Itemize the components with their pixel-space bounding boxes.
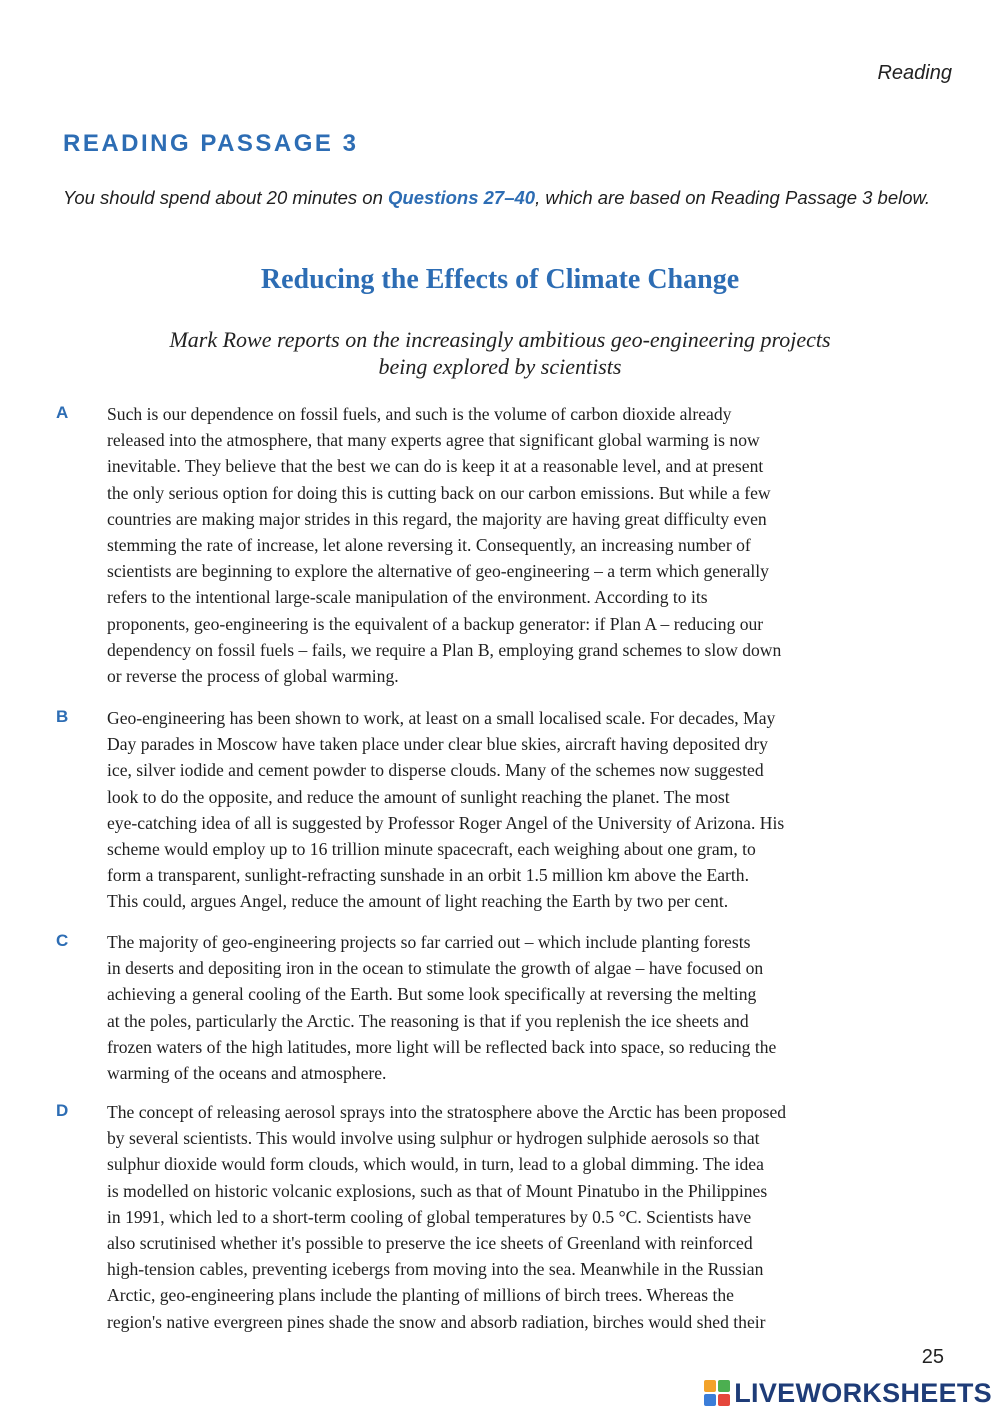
paragraph-line: The concept of releasing aerosol sprays into the stratosphere above the Arctic has been proposed bbox=[107, 1102, 787, 1122]
paragraph-line: or reverse the process of global warming. bbox=[107, 666, 399, 687]
instructions-before: You should spend about 20 minutes on bbox=[63, 187, 389, 208]
paragraph-line: countries are making major strides in this regard, the majority are having great difficulty even bbox=[107, 508, 767, 529]
paragraph-line: dependency on fossil fuels – fails, we require a Plan B, employing grand schemes to slow down bbox=[107, 639, 782, 660]
paragraph-text bbox=[107, 1099, 942, 1335]
subtitle-line: Mark Rowe reports on the increasingly ambitious geo-engineering projects bbox=[169, 327, 831, 352]
liveworksheets-logo-icon bbox=[704, 1380, 730, 1406]
liveworksheets-watermark bbox=[704, 1376, 992, 1410]
paragraph-line: region's native evergreen pines shade the snow and absorb radiation, birches would shed their bbox=[107, 1311, 766, 1332]
paragraph-line: high-tension cables, preventing icebergs from moving into the sea. Meanwhile in the Russian bbox=[107, 1259, 764, 1280]
paragraph-line: in deserts and depositing iron in the ocean to stimulate the growth of algae – have focused on bbox=[107, 958, 764, 979]
instructions-after: , which are based on Reading Passage 3 below. bbox=[535, 187, 931, 208]
paragraph-line: also scrutinised whether it's possible to preserve the ice sheets of Greenland with reinforced bbox=[107, 1233, 753, 1254]
paragraph-line: form a transparent, sunlight-refracting sunshade in an orbit 1.5 million km above the Earth. bbox=[107, 865, 750, 886]
paragraph-line: by several scientists. This would involve using sulphur or hydrogen sulphide aerosols so that bbox=[107, 1128, 760, 1149]
paragraph-line: warming of the oceans and atmosphere. bbox=[107, 1063, 387, 1084]
paragraph-letter: D bbox=[56, 1101, 69, 1120]
paragraph-line: the only serious option for doing this is cutting back on our carbon emissions. But while a few bbox=[107, 482, 771, 503]
paragraph-line: The majority of geo-engineering projects so far carried out – which include planting forests bbox=[107, 932, 751, 952]
paragraph-line: Such is our dependence on fossil fuels, and such is the volume of carbon dioxide already bbox=[107, 404, 732, 424]
passage-title: READING PASSAGE 3 bbox=[63, 130, 359, 157]
subtitle-line: being explored by scientists bbox=[378, 354, 622, 379]
questions-reference: Questions 27–40 bbox=[388, 187, 536, 208]
paragraph-text bbox=[107, 705, 942, 915]
section-label: Reading bbox=[877, 62, 952, 84]
paragraph-line: inevitable. They believe that the best we can do is keep it at a reasonable level, and at present bbox=[107, 456, 764, 477]
article-subtitle bbox=[100, 326, 900, 380]
paragraph-line: Arctic, geo-engineering plans include the planting of millions of birch trees. Whereas the bbox=[107, 1285, 734, 1306]
page-number: 25 bbox=[921, 1346, 944, 1368]
logo-square bbox=[704, 1394, 716, 1406]
paragraph-line: achieving a general cooling of the Earth. But some look specifically at reversing the melting bbox=[107, 984, 757, 1005]
instructions bbox=[63, 186, 953, 210]
paragraph-line: proponents, geo-engineering is the equivalent of a backup generator: if Plan A – reducing our bbox=[107, 613, 764, 634]
paragraph-line: frozen waters of the high latitudes, more light will be reflected back into space, so reducing the bbox=[107, 1036, 777, 1057]
paragraph-line: stemming the rate of increase, let alone reversing it. Consequently, an increasing number of bbox=[107, 535, 751, 556]
paragraph-line: ice, silver iodide and cement powder to disperse clouds. Many of the schemes now suggested bbox=[107, 760, 764, 781]
paragraph-line: at the poles, particularly the Arctic. The reasoning is that if you replenish the ice sheets and bbox=[107, 1010, 749, 1031]
paragraph-line: eye-catching idea of all is suggested by Professor Roger Angel of the University of Arizona. His bbox=[107, 812, 785, 833]
paragraph-line: released into the atmosphere, that many experts agree that significant global warming is now bbox=[107, 430, 760, 451]
paragraph-line: is modelled on historic volcanic explosions, such as that of Mount Pinatubo in the Philippines bbox=[107, 1180, 768, 1201]
paragraph-line: Day parades in Moscow have taken place under clear blue skies, aircraft having deposited dry bbox=[107, 734, 768, 755]
paragraph-line: sulphur dioxide would form clouds, which would, in turn, lead to a global dimming. The idea bbox=[107, 1154, 764, 1175]
paragraph-line: scientists are beginning to explore the alternative of geo-engineering – a term which generally bbox=[107, 561, 769, 582]
watermark-text: LIVEWORKSHEETS bbox=[734, 1377, 992, 1408]
logo-square bbox=[718, 1394, 730, 1406]
paragraph-letter: A bbox=[56, 403, 69, 422]
paragraph-line: This could, argues Angel, reduce the amount of light reaching the Earth by two per cent. bbox=[107, 891, 729, 912]
logo-square bbox=[704, 1380, 716, 1392]
paragraph-letter: B bbox=[56, 707, 69, 726]
paragraph-line: refers to the intentional large-scale manipulation of the environment. According to its bbox=[107, 587, 708, 608]
paragraph-line: look to do the opposite, and reduce the amount of sunlight reaching the planet. The most bbox=[107, 786, 730, 807]
paragraph-text bbox=[107, 929, 942, 1086]
paragraph-line: in 1991, which led to a short-term cooling of global temperatures by 0.5 °C. Scientists have bbox=[107, 1206, 752, 1227]
article-title: Reducing the Effects of Climate Change bbox=[260, 264, 740, 295]
paragraph-letter: C bbox=[56, 931, 69, 950]
paragraph-line: Geo-engineering has been shown to work, at least on a small localised scale. For decades, May bbox=[107, 708, 776, 728]
paragraph-text bbox=[107, 401, 942, 689]
paragraph-line: scheme would employ up to 16 trillion minute spacecraft, each weighing about one gram, to bbox=[107, 839, 756, 860]
logo-square bbox=[718, 1380, 730, 1392]
